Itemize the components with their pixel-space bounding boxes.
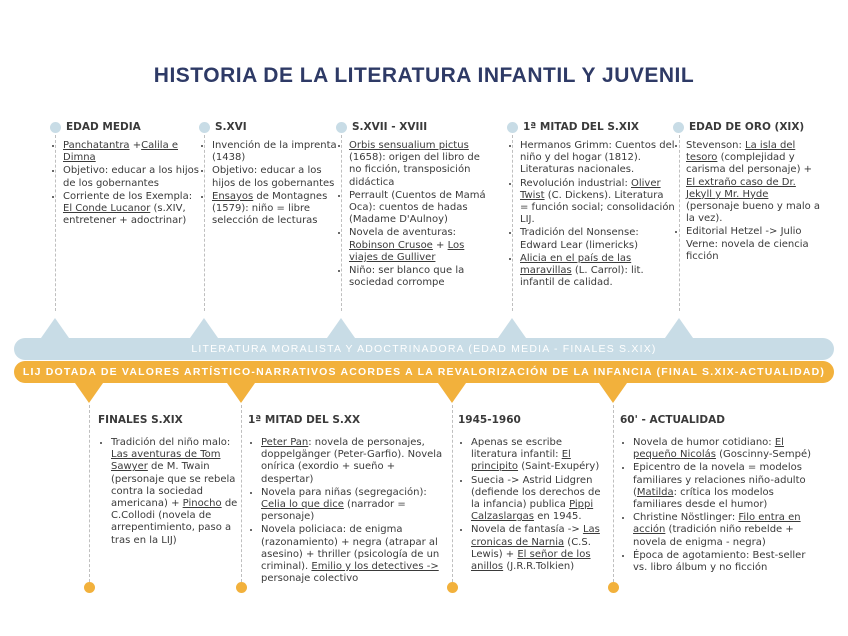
period-heading-text: 60' - ACTUALIDAD (620, 414, 725, 426)
period-item (212, 191, 337, 228)
period-item (349, 265, 486, 289)
period-item-list (336, 140, 486, 289)
connector-line (613, 405, 614, 582)
period-item (633, 512, 820, 549)
period-heading-text: 1945-1960 (458, 414, 521, 426)
period-dot-icon (673, 122, 684, 133)
item-text: (Goscinny-Sempé) (715, 449, 812, 461)
period-item (633, 437, 820, 461)
period-item (212, 165, 337, 189)
work-title: Peter Pan (261, 437, 309, 448)
marker-triangle (190, 318, 218, 338)
item-text: : novela de personajes, doppelgänger (Peter-Garfio). Novela onírica (exordio + sueño + despertar) (261, 437, 443, 485)
period-heading (507, 121, 675, 134)
item-text: Suecia -> Astrid Lidgren (defiende los derechos de la infancia) publica (471, 474, 601, 511)
period-heading-text: 1ª MITAD DEL S.XX (248, 414, 361, 426)
marker-triangle (599, 383, 627, 403)
marker-triangle (75, 383, 103, 403)
period-item-list (50, 140, 200, 227)
work-title: Oliver Twist (520, 177, 661, 201)
work-title: Orbis sensualium pictus (349, 140, 469, 151)
work-title: Calila e Dimna (63, 140, 179, 164)
work-title: Las aventuras de Tom Sawyer (111, 449, 221, 473)
period-heading (458, 414, 608, 427)
work-title: Panchatantra (63, 140, 130, 151)
work-title: Matilda (636, 486, 674, 498)
period-heading-text: S.XVII - XVIII (352, 121, 428, 133)
marker-triangle (498, 318, 526, 338)
timeline-end-dot (608, 582, 619, 593)
period-heading (673, 121, 823, 134)
item-text: Objetivo: educar a los hijos de los gobernantes (63, 165, 200, 189)
period-heading-text: FINALES S.XIX (98, 414, 183, 426)
item-text: Objetivo: educar a los hijos de los gobernantes (212, 165, 335, 189)
item-text: Stevenson: (686, 140, 746, 151)
period-item (471, 437, 608, 474)
top-period-edad-de-oro (673, 121, 823, 264)
work-title: El extraño caso de Dr. Jekyll y Mr. Hyde (686, 176, 796, 200)
period-item (349, 190, 486, 227)
period-item (261, 487, 448, 524)
item-text: personaje colectivo (261, 573, 359, 585)
period-dot-icon (507, 122, 518, 133)
top-period-edad-media (50, 121, 200, 228)
item-text: Novela de fantasía -> (471, 524, 583, 536)
period-heading (620, 414, 820, 427)
work-title: Emilio y los detectives -> (311, 561, 439, 573)
period-item-list (507, 140, 675, 289)
item-text: Tradición del Nonsense: Edward Lear (limericks) (520, 227, 639, 251)
work-title: Las cronicas de Narnia (471, 524, 600, 548)
period-item (633, 550, 820, 574)
work-title: El señor de los anillos (471, 548, 591, 573)
connector-line (341, 135, 342, 311)
connector-line (204, 135, 205, 311)
item-text: (Saint-Exupéry) (518, 461, 600, 473)
item-text: + (129, 140, 142, 151)
period-heading-text: EDAD MEDIA (66, 121, 141, 133)
period-item (261, 524, 448, 585)
work-title: Alicia en el país de las maravillas (520, 252, 632, 277)
period-item (63, 140, 200, 164)
item-text: Corriente de los Exempla: (63, 190, 193, 202)
bottom-period-1a-mitad-s-xx (248, 414, 448, 586)
period-heading (50, 121, 200, 134)
period-heading (248, 414, 448, 427)
period-item (520, 253, 675, 290)
period-heading (199, 121, 337, 134)
work-title: El principito (471, 449, 571, 473)
item-text: Época de agotamiento: Best-seller vs. libro álbum y no ficción (633, 549, 806, 574)
item-text: Apenas se escribe literatura infantil: (471, 437, 562, 461)
item-text: (complejidad y carisma del personaje) + (686, 152, 813, 176)
work-title: El pequeño Nicolás (633, 437, 784, 461)
connector-line (679, 135, 680, 311)
period-item (520, 227, 675, 251)
period-heading-text: S.XVI (215, 121, 247, 133)
item-text: (C.S. Lewis) + (471, 536, 591, 560)
period-dot-icon (50, 122, 61, 133)
work-title: El Conde Lucanor (63, 203, 151, 215)
period-item (520, 178, 675, 227)
marker-triangle (438, 383, 466, 403)
item-text: (C. Dickens). Literatura = función social; consolidación LIJ. (520, 189, 675, 226)
timeline-end-dot (84, 582, 95, 593)
item-text: (s.XIV, entretener + adoctrinar) (63, 203, 187, 227)
item-text: Novela de aventuras: (349, 227, 457, 239)
bottom-period-60-actualidad (620, 414, 820, 575)
item-text: + (432, 239, 448, 251)
period-item (471, 475, 608, 524)
item-text: en 1945. (534, 511, 582, 523)
connector-line (89, 405, 90, 582)
moralist-era-band: LITERATURA MORALISTA Y ADOCTRINADORA (EDAD MEDIA - FINALES S.XIX) (14, 338, 834, 360)
work-title: Pinocho (182, 498, 222, 510)
item-text: : crítica los modelos familiares desde el humor) (633, 486, 774, 511)
timeline-end-dot (447, 582, 458, 593)
connector-line (55, 135, 56, 311)
period-dot-icon (199, 122, 210, 133)
diagram-title: HISTORIA DE LA LITERATURA INFANTIL Y JUVENIL (153, 64, 695, 87)
period-item-list (458, 437, 608, 573)
work-title: Robinson Crusoe (349, 239, 433, 251)
period-item (520, 140, 675, 177)
period-item (686, 226, 823, 263)
connector-line (241, 405, 242, 582)
top-period-1a-mitad-s-xix (507, 121, 675, 290)
item-text: Novela para niñas (segregación): (261, 486, 427, 498)
item-text: Tradición del niño malo: (111, 437, 231, 448)
period-item (471, 524, 608, 573)
period-item (212, 140, 337, 164)
item-text: de M. Twain (personaje que se rebela contra la sociedad americana) + (111, 461, 236, 510)
artistic-era-band: LIJ DOTADA DE VALORES ARTÍSTICO-NARRATIVOS ACORDES A LA REVALORIZACIÓN DE LA INFANCIA (FINAL S.XIX-ACTUALIDAD) (14, 361, 834, 383)
item-text: (J.R.R.Tolkien) (503, 561, 575, 573)
item-text: Revolución industrial: (520, 177, 631, 189)
item-text: Epicentro de la novela = modelos familiares y relaciones niño-adulto ( (633, 462, 806, 498)
item-text: Niño: ser blanco que la sociedad corrompe (349, 265, 465, 289)
item-text: de Montagnes (1579): niño = libre selección de lecturas (212, 190, 328, 227)
connector-line (452, 405, 453, 582)
top-period-s-xvi (199, 121, 337, 228)
connector-line (512, 135, 513, 311)
work-title: La isla del tesoro (686, 140, 796, 164)
period-heading-text: 1ª MITAD DEL S.XIX (523, 121, 639, 133)
work-title: Los viajes de Gulliver (349, 239, 465, 263)
period-item-list (620, 437, 820, 574)
item-text: Novela policiaca: de enigma (razonamiento) + negra (atrapar al asesino) + thriller (psicología de un criminal). (261, 524, 440, 573)
period-item (261, 437, 448, 486)
item-text: Novela de humor cotidiano: (633, 437, 775, 448)
period-item (349, 140, 486, 189)
work-title: Filo entra en acción (633, 512, 801, 536)
item-text: (tradición niño rebelde + novela de enigma - negra) (633, 524, 794, 548)
period-item-list (199, 140, 337, 227)
item-text: (L. Carrol): lit. infantil de calidad. (520, 265, 644, 289)
item-text: Christine Nöstlinger: (633, 512, 739, 524)
bottom-period-finales-s-xix (98, 414, 238, 548)
item-text: de C.Collodi (novela de arrepentimiento, paso a tras en la LIJ) (111, 498, 238, 546)
period-dot-icon (336, 122, 347, 133)
period-heading (336, 121, 486, 134)
marker-triangle (665, 318, 693, 338)
period-item (63, 191, 200, 228)
marker-triangle (41, 318, 69, 338)
item-text: (personaje bueno y malo a la vez). (686, 201, 821, 225)
top-period-s-xvii-xviii (336, 121, 486, 290)
item-text: Hermanos Grimm: Cuentos del niño y del hogar (1812). Literaturas nacionales. (520, 140, 675, 176)
period-heading (98, 414, 238, 427)
period-item (633, 462, 820, 511)
item-text: (1658): origen del libro de no ficción, transposición didáctica (349, 152, 480, 188)
work-title: Ensayos (212, 190, 254, 202)
timeline-end-dot (236, 582, 247, 593)
period-item-list (98, 437, 238, 547)
item-text: (narrador = personaje) (261, 499, 406, 523)
marker-triangle (227, 383, 255, 403)
period-item (686, 140, 823, 225)
period-item (111, 437, 238, 547)
period-item (349, 227, 486, 264)
bottom-period-1945-1960 (458, 414, 608, 574)
period-item (63, 165, 200, 189)
item-text: Perrault (Cuentos de Mamá Oca): cuentos de hadas (Madame D'Aulnoy) (349, 189, 486, 226)
marker-triangle (327, 318, 355, 338)
period-item-list (248, 437, 448, 585)
period-heading-text: EDAD DE ORO (XIX) (689, 121, 805, 133)
item-text: Editorial Hetzel -> Julio Verne: novela de ciencia ficción (686, 226, 809, 262)
work-title: Pippi Calzaslargas (471, 499, 594, 523)
item-text: Invención de la imprenta (1438) (212, 140, 337, 164)
work-title: Celia lo que dice (261, 499, 344, 511)
period-item-list (673, 140, 823, 263)
